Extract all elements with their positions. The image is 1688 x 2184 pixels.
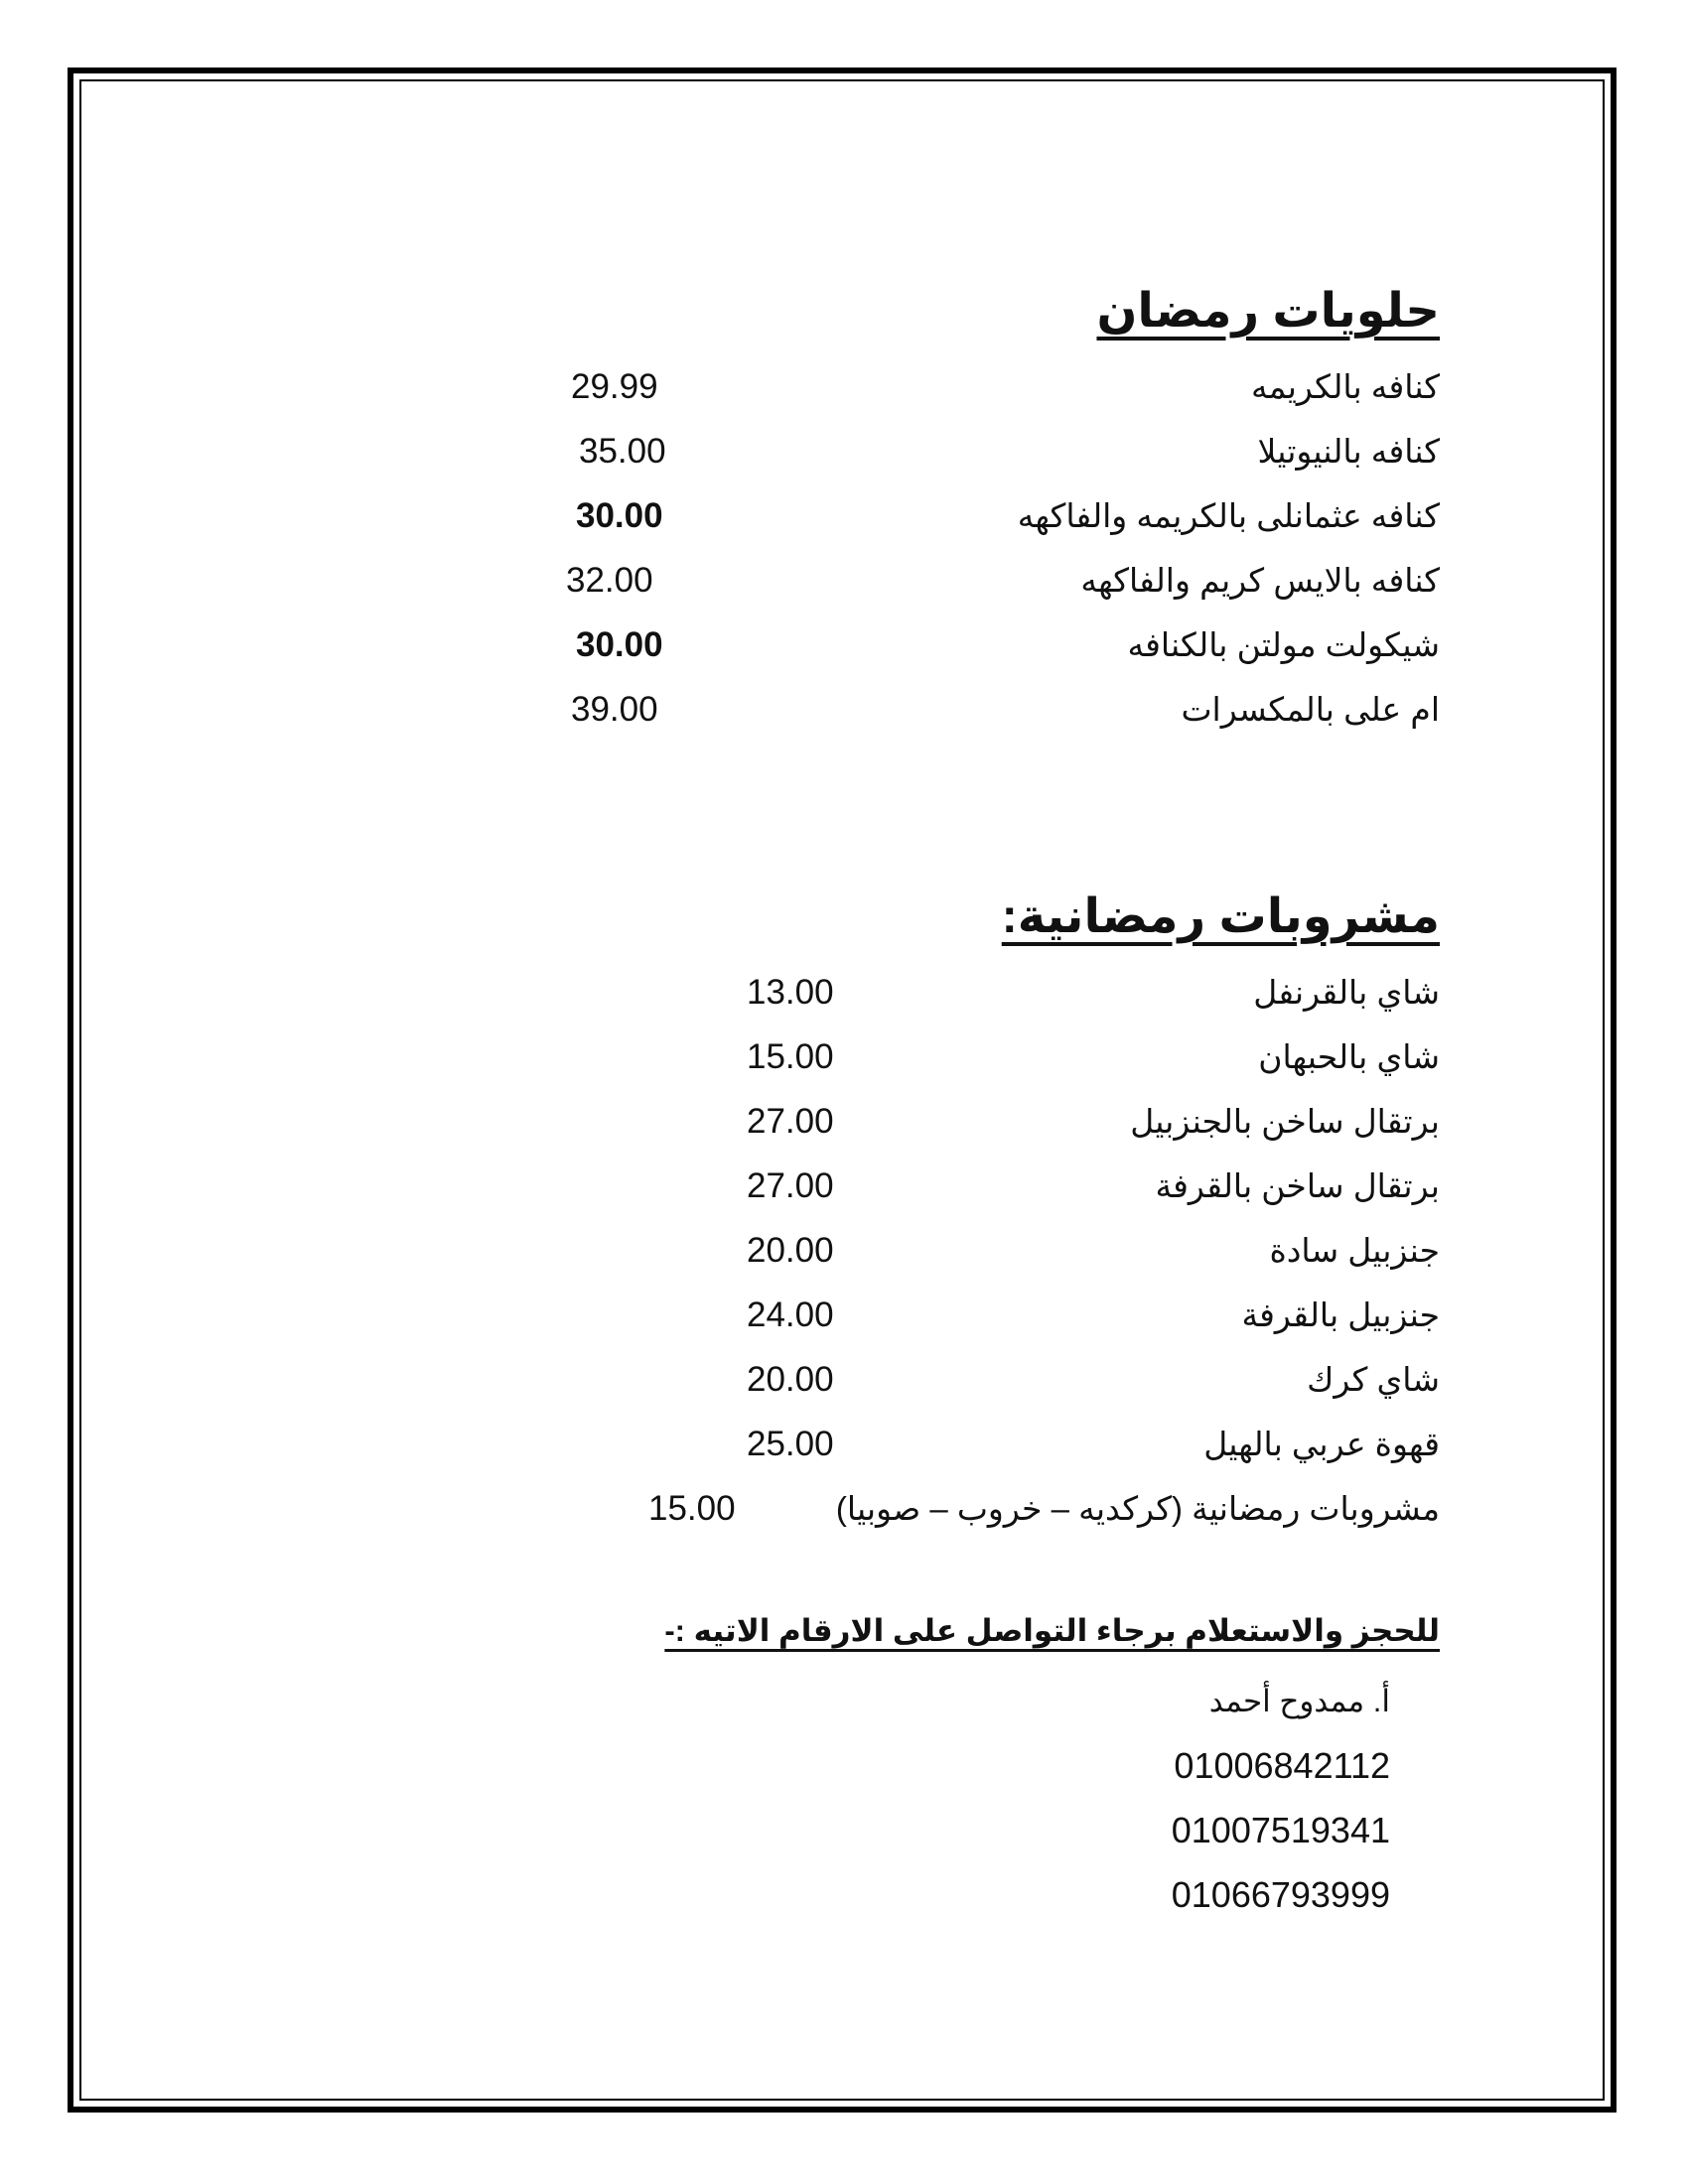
drink-name: قهوة عربي بالهيل <box>1203 1426 1440 1462</box>
contact-heading: للحجز والاستعلام برجاء التواصل على الارقام الاتيه :- <box>664 1613 1440 1648</box>
dessert-row <box>0 561 1688 620</box>
drink-price: 27.00 <box>747 1102 834 1141</box>
drink-price: 20.00 <box>747 1231 834 1270</box>
dessert-price: 35.00 <box>579 432 666 471</box>
drink-name: شاي كرك <box>1307 1361 1440 1398</box>
drink-row <box>0 1489 1688 1549</box>
drink-row <box>0 1296 1688 1355</box>
drink-row <box>0 1166 1688 1226</box>
drink-row <box>0 1360 1688 1420</box>
drink-price: 13.00 <box>747 973 834 1012</box>
dessert-row <box>0 625 1688 685</box>
drink-price: 25.00 <box>747 1425 834 1463</box>
dessert-name: شيكولت مولتن بالكنافه <box>1127 626 1440 663</box>
drink-row <box>0 1425 1688 1484</box>
phone-number: 01066793999 <box>1171 1874 1390 1915</box>
dessert-price: 39.00 <box>571 690 658 729</box>
drink-price: 20.00 <box>747 1360 834 1399</box>
drinks-heading: مشروبات رمضانية: <box>1001 890 1440 943</box>
dessert-name: كنافه عثمانلى بالكريمه والفاكهه <box>1017 497 1440 534</box>
drink-row <box>0 1231 1688 1291</box>
drink-price: 27.00 <box>747 1166 834 1205</box>
drink-name: شاي بالحبهان <box>1258 1038 1440 1075</box>
drink-name: مشروبات رمضانية (كركديه – خروب – صوبيا) <box>835 1490 1440 1527</box>
dessert-price: 30.00 <box>576 625 663 664</box>
dessert-price: 30.00 <box>576 496 663 535</box>
drink-name: برتقال ساخن بالجنزبيل <box>1130 1103 1440 1140</box>
drink-price: 15.00 <box>747 1037 834 1076</box>
dessert-name: كنافه بالايس كريم والفاكهه <box>1080 562 1440 599</box>
drink-name: جنزبيل بالقرفة <box>1241 1297 1440 1333</box>
drink-name: برتقال ساخن بالقرفة <box>1155 1167 1440 1204</box>
phone-number: 01006842112 <box>1174 1745 1390 1786</box>
dessert-name: كنافه بالكريمه <box>1250 368 1440 405</box>
dessert-row <box>0 496 1688 556</box>
drink-row <box>0 973 1688 1032</box>
dessert-price: 29.99 <box>571 367 658 406</box>
drink-row <box>0 1102 1688 1161</box>
drink-price: 24.00 <box>747 1296 834 1334</box>
dessert-price: 32.00 <box>566 561 653 600</box>
desserts-heading: حلويات رمضان <box>1096 285 1440 338</box>
dessert-name: ام على بالمكسرات <box>1181 691 1440 728</box>
dessert-row <box>0 432 1688 491</box>
phone-number: 01007519341 <box>1171 1810 1390 1850</box>
drink-row <box>0 1037 1688 1097</box>
drink-name: جنزبيل سادة <box>1269 1232 1440 1269</box>
dessert-row <box>0 690 1688 750</box>
dessert-name: كنافه بالنيوتيلا <box>1257 433 1440 470</box>
drink-price: 15.00 <box>648 1489 736 1528</box>
contact-name: أ. ممدوح أحمد <box>1208 1684 1390 1718</box>
drink-name: شاي بالقرنفل <box>1253 974 1440 1011</box>
dessert-row <box>0 367 1688 427</box>
